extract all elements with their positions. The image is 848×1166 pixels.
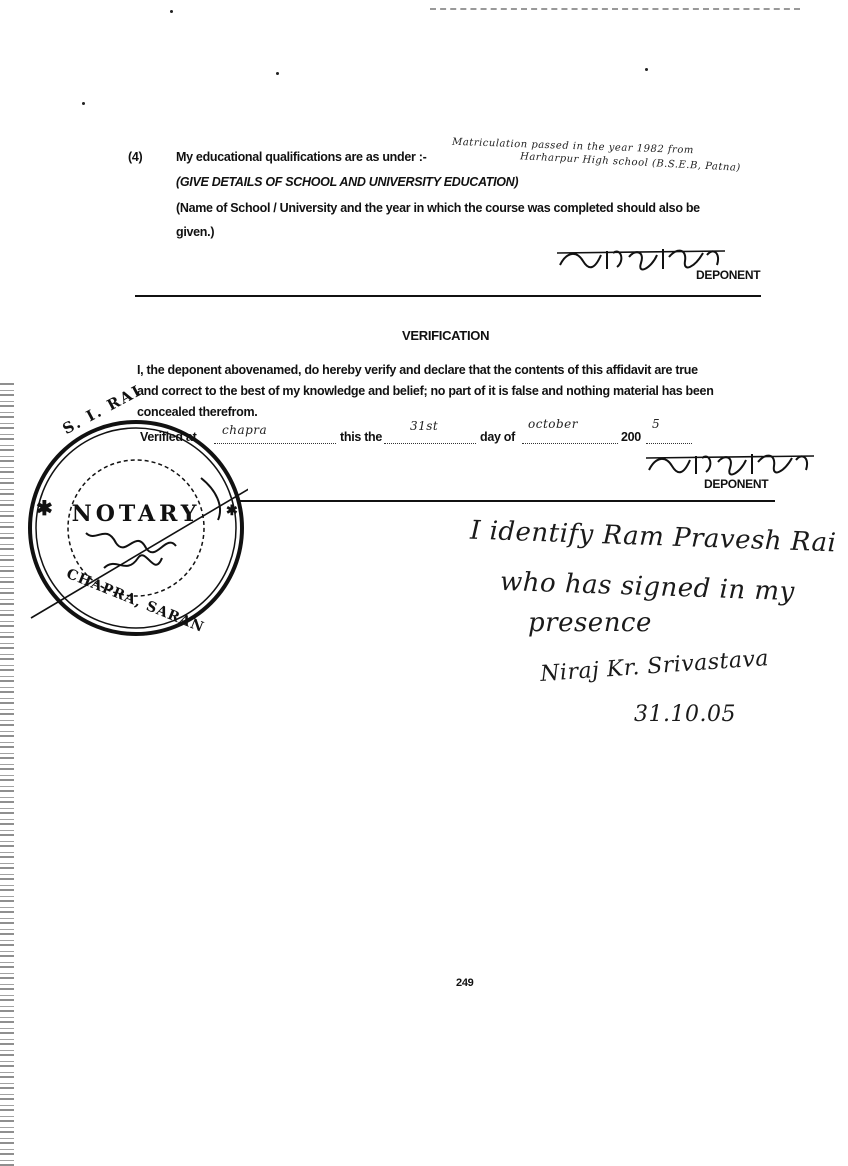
svg-text:✱: ✱ xyxy=(36,496,53,520)
month-dotted-line xyxy=(522,443,618,444)
instruction-text: (GIVE DETAILS OF SCHOOL AND UNIVERSITY EDUCATION) xyxy=(176,175,519,189)
notary-note-line-3: presence xyxy=(528,608,652,638)
note-line-2: given.) xyxy=(176,225,215,239)
day-dotted-line xyxy=(384,443,476,444)
scan-speck xyxy=(170,10,173,13)
svg-text:✱: ✱ xyxy=(226,503,238,519)
this-the-label: this the xyxy=(340,430,383,444)
day-of-label: day of xyxy=(480,430,516,444)
month-value: october xyxy=(528,417,579,431)
deponent-signature-2 xyxy=(644,448,819,478)
deponent-label-1: DEPONENT xyxy=(696,268,761,282)
scan-speck xyxy=(276,72,279,75)
notary-note-line-1: I identify Ram Pravesh Rai xyxy=(469,515,837,559)
place-value: chapra xyxy=(222,423,268,437)
seal-top-text: S. I. RAI xyxy=(59,381,146,438)
qualifications-prompt: My educational qualifications are as under :- xyxy=(176,150,427,164)
verification-body-line-2: and correct to the best of my knowledge and belief; no part of it is false and nothing material has been xyxy=(137,384,714,398)
divider-line xyxy=(135,295,761,297)
scan-speck xyxy=(645,68,648,71)
handwritten-qualification-line1: Matriculation passed in the year 1982 from xyxy=(451,136,694,157)
scan-speck xyxy=(82,102,85,105)
page-number: 249 xyxy=(456,977,474,989)
divider-line-2 xyxy=(240,500,775,502)
handwritten-qualification-line2: Harharpur High school (B.S.E.B, Patna) xyxy=(519,151,741,174)
seal-bottom-text: CHAPRA, SARAN xyxy=(64,566,207,637)
svg-text:NOTARY: NOTARY xyxy=(71,501,201,527)
year-prefix: 200 xyxy=(621,430,641,444)
notary-date: 31.10.05 xyxy=(634,702,736,727)
seal-middle-text xyxy=(72,501,201,527)
scan-top-streak xyxy=(430,8,800,13)
verified-at-label: Verified at xyxy=(140,430,197,444)
year-dotted-line xyxy=(646,443,692,444)
year-suffix: 5 xyxy=(652,417,661,431)
note-line-1: (Name of School / University and the year in which the course was completed should also be xyxy=(176,201,700,215)
notary-note-line-2: who has signed in my xyxy=(499,566,796,608)
verification-heading: VERIFICATION xyxy=(402,328,490,343)
scan-edge-noise xyxy=(0,380,14,1166)
verification-body-line-3: concealed therefrom. xyxy=(137,405,258,419)
deponent-label-2: DEPONENT xyxy=(704,477,769,491)
notary-signature: Niraj Kr. Srivastava xyxy=(539,646,770,687)
verification-body-line-1: I, the deponent abovenamed, do hereby verify and declare that the contents of this affidavit are true xyxy=(137,363,698,377)
day-value: 31st xyxy=(410,419,439,433)
section-number: (4) xyxy=(128,150,143,164)
